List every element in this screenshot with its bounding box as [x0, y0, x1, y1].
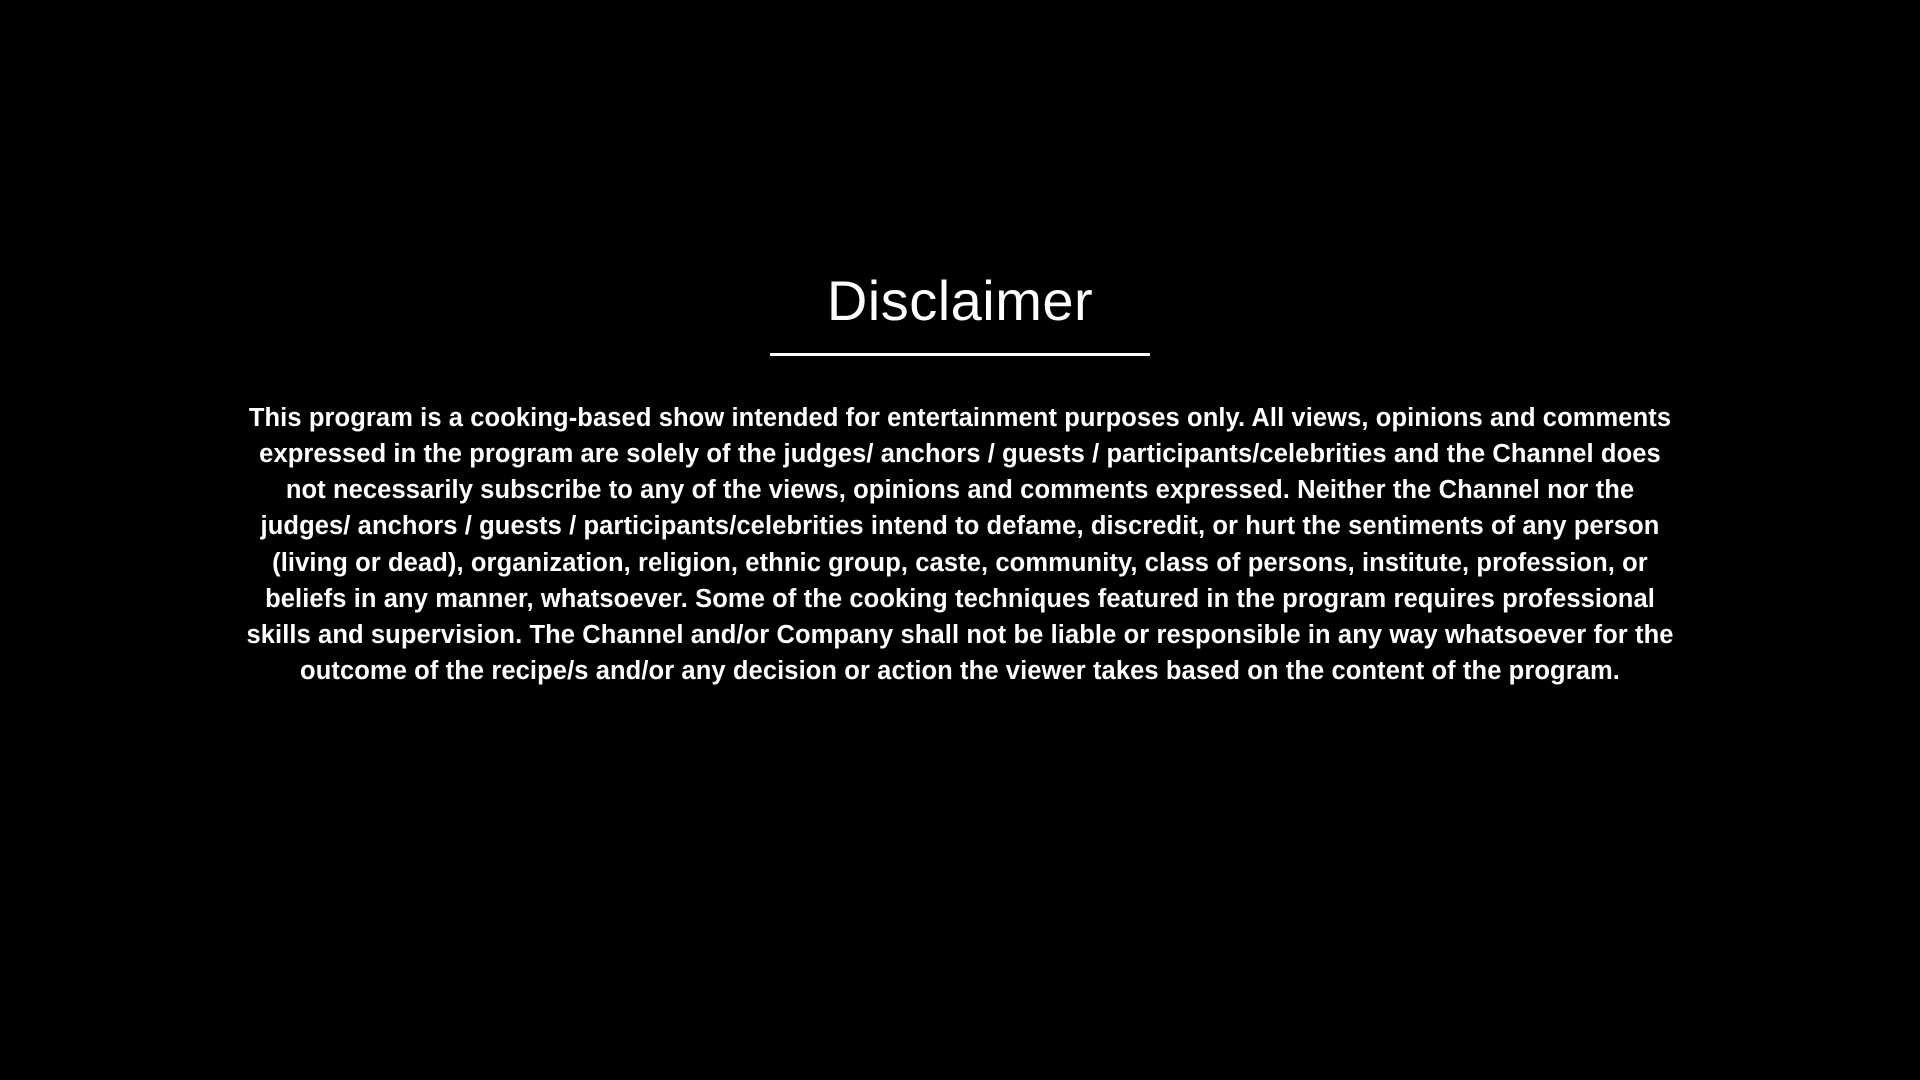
disclaimer-text: This program is a cooking-based show intended for entertainment purposes only. All views, opinions and comments expressed in the program are solely of the judges/ anchors / guests / participants/celebrities and the Channel does not necessarily subscribe to any of the views, opinions and comments expressed. Neither the Channel nor the judges/ anchors / guests / participants/celebrities intend to defame, discredit, or hurt the sentiments of any person (living or dead), organization, religion, ethnic group, caste, community, class of persons, institute, profession, or beliefs in any manner, whatsoever. Some of the cooking techniques featured in the program requires professional skills and supervision. The Channel and/or Company shall not be liable or responsible in any way whatsoever for the outcome of the recipe/s and/or any decision or action the viewer takes based on the content of the program.: [246, 403, 1674, 686]
disclaimer-card: [230, 269, 1690, 689]
page-title: Disclaimer: [826, 269, 1094, 332]
title-underline-divider: [770, 353, 1150, 356]
